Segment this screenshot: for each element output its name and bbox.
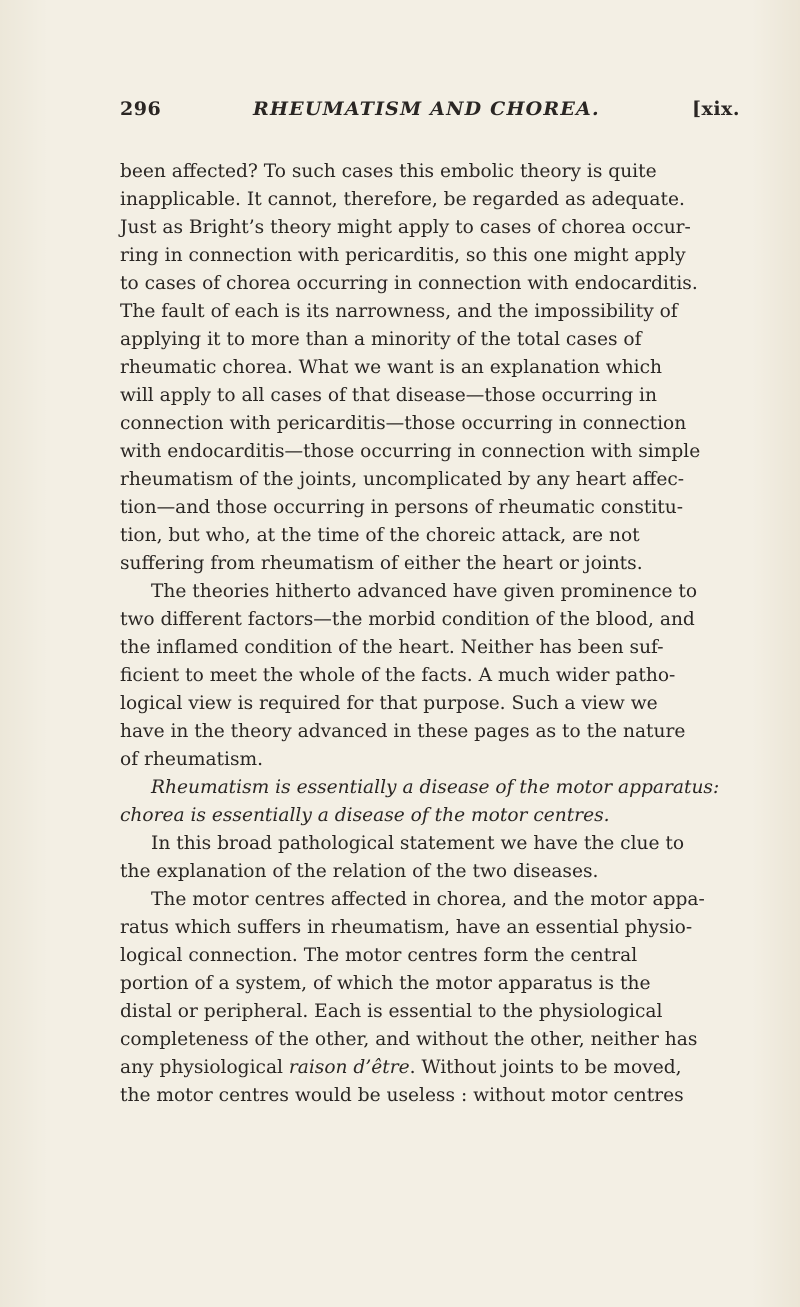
running-title: RHEUMATISM AND CHOREA. <box>253 98 600 120</box>
text-line: portion of a system, of which the motor apparatus is the <box>120 973 651 994</box>
text-line: In this broad pathological statement we have the clue to <box>151 833 685 854</box>
text-line: ficient to meet the whole of the facts. A much wider patho- <box>120 665 676 686</box>
text-line: Just as Bright’s theory might apply to cases of chorea occur- <box>120 217 691 238</box>
text-line: tion, but who, at the time of the choreic attack, are not <box>120 525 640 546</box>
text-line: to cases of chorea occurring in connection with endocarditis. <box>120 273 698 294</box>
text-line: with endocarditis—those occurring in connection with simple <box>120 441 701 462</box>
chapter-marker: [xix. <box>692 98 740 120</box>
text-line: the explanation of the relation of the two diseases. <box>120 861 599 882</box>
body-text <box>120 158 745 1110</box>
text-line: rheumatic chorea. What we want is an explanation which <box>120 357 663 378</box>
text-line: completeness of the other, and without the other, neither has <box>120 1029 698 1050</box>
text-line <box>120 774 745 802</box>
text-line <box>120 802 745 830</box>
italic-line-text: Rheumatism is essentially a disease of the motor apparatus: <box>151 777 720 798</box>
text-line: will apply to all cases of that disease—those occurring in <box>120 385 657 406</box>
text-line: ring in connection with pericarditis, so this one might apply <box>120 245 686 266</box>
text-line <box>120 1054 745 1082</box>
text-line: two different factors—the morbid condition of the blood, and <box>120 609 695 630</box>
text-line: The fault of each is its narrowness, and the impossibility of <box>120 301 678 322</box>
text-line: connection with pericarditis—those occurring in connection <box>120 413 687 434</box>
italic-line-text: chorea is essentially a disease of the motor centres. <box>120 805 610 826</box>
text-line-segment: . Without joints to be moved, <box>409 1057 682 1078</box>
text-line: inapplicable. It cannot, therefore, be regarded as adequate. <box>120 189 685 210</box>
text-line-segment: any physiological <box>120 1057 289 1078</box>
text-line: logical connection. The motor centres form the central <box>120 945 638 966</box>
text-line: applying it to more than a minority of the total cases of <box>120 329 642 350</box>
page-number: 296 <box>120 98 162 120</box>
text-line: the motor centres would be useless : without motor centres <box>120 1085 684 1106</box>
italic-phrase: raison d’être <box>288 1057 410 1078</box>
text-line: rheumatism of the joints, uncomplicated by any heart affec- <box>120 469 685 490</box>
text-line: the inflamed condition of the heart. Neither has been suf- <box>120 637 664 658</box>
text-line: The theories hitherto advanced have given prominence to <box>151 581 698 602</box>
running-header <box>120 98 740 138</box>
text-line: suffering from rheumatism of either the heart or joints. <box>120 553 643 574</box>
text-line: of rheumatism. <box>120 749 264 770</box>
text-line: The motor centres affected in chorea, and the motor appa- <box>151 889 705 910</box>
text-line: have in the theory advanced in these pages as to the nature <box>120 721 686 742</box>
text-line: logical view is required for that purpose. Such a view we <box>120 693 658 714</box>
text-line: tion—and those occurring in persons of rheumatic constitu- <box>120 497 684 518</box>
text-line: been affected? To such cases this embolic theory is quite <box>120 161 657 182</box>
text-line: distal or peripheral. Each is essential to the physiological <box>120 1001 663 1022</box>
text-line: ratus which suffers in rheumatism, have an essential physio- <box>120 917 693 938</box>
